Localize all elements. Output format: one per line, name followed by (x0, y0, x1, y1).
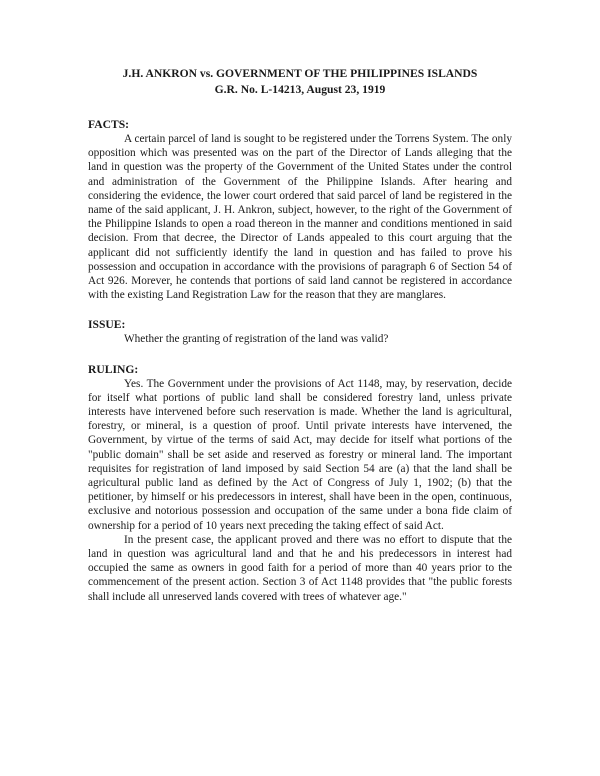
ruling-paragraph-1: Yes. The Government under the provisions of Act 1148, may, by reservation, decide for itself what portions of public land shall be considered forestry land, unless private interests have intervened before such reservation is made. Whether the land is agricultural, forestry, or mineral, is a question of proof. Until private interests have intervened, the Government, by virtue of the terms of said Act, may decide for itself what portions of the "public domain" shall be set aside and reserved as forestry or mineral land. The important requisites for registration of land imposed by said Section 54 are (a) that the land shall be agricultural public land as defined by the Act of Congress of July 1, 1902; (b) that the petitioner, by himself or his predecessors in interest, shall have been in the open, continuous, exclusive and notorious possession and occupation of the same under a bona fide claim of ownership for a period of 10 years next preceding the taking effect of said Act. (88, 377, 512, 532)
facts-heading: FACTS: (88, 118, 130, 131)
ruling-paragraph-2: In the present case, the applicant proved and there was no effort to dispute that the land in question was agricultural land and that he and his predecessors in interest had occupied the same as owners in good faith for a period of more than 40 years prior to the commencement of the present action. Section 3 of Act 1148 provides that "the public forests shall include all unreserved lands covered with trees of whatever age." (88, 533, 512, 603)
issue-text: Whether the granting of registration of the land was valid? (124, 333, 389, 346)
case-citation: G.R. No. L-14213, August 23, 1919 (214, 83, 386, 96)
ruling-heading: RULING: (88, 362, 139, 376)
facts-paragraph: A certain parcel of land is sought to be registered under the Torrens System. The only opposition which was presented was on the part of the Director of Lands alleging that the land in question was the property of the Government of the United States under the control and administration of the Government of the Philippine Islands. After hearing and considering the evidence, the lower court ordered that said parcel of land be registered in the name of the said applicant, J. H. Ankron, subject, however, to the right of the Government of the Philippine Islands to open a road thereon in the manner and conditions mentioned in said decision. From that decree, the Director of Lands appealed to this court arguing that the applicant did not sufficiently identify the land in question and has failed to prove his possession and occupation in accordance with the provisions of paragraph 6 of Section 54 of Act 926. Morever, he contends that portions of said land cannot be registered in accordance with the existing Land Registration Law for the reason that they are manglares. (88, 133, 512, 302)
issue-heading: ISSUE: (88, 318, 126, 332)
document-page (88, 66, 512, 604)
case-title: J.H. ANKRON vs. GOVERNMENT OF THE PHILIPPINES ISLANDS (122, 67, 478, 80)
